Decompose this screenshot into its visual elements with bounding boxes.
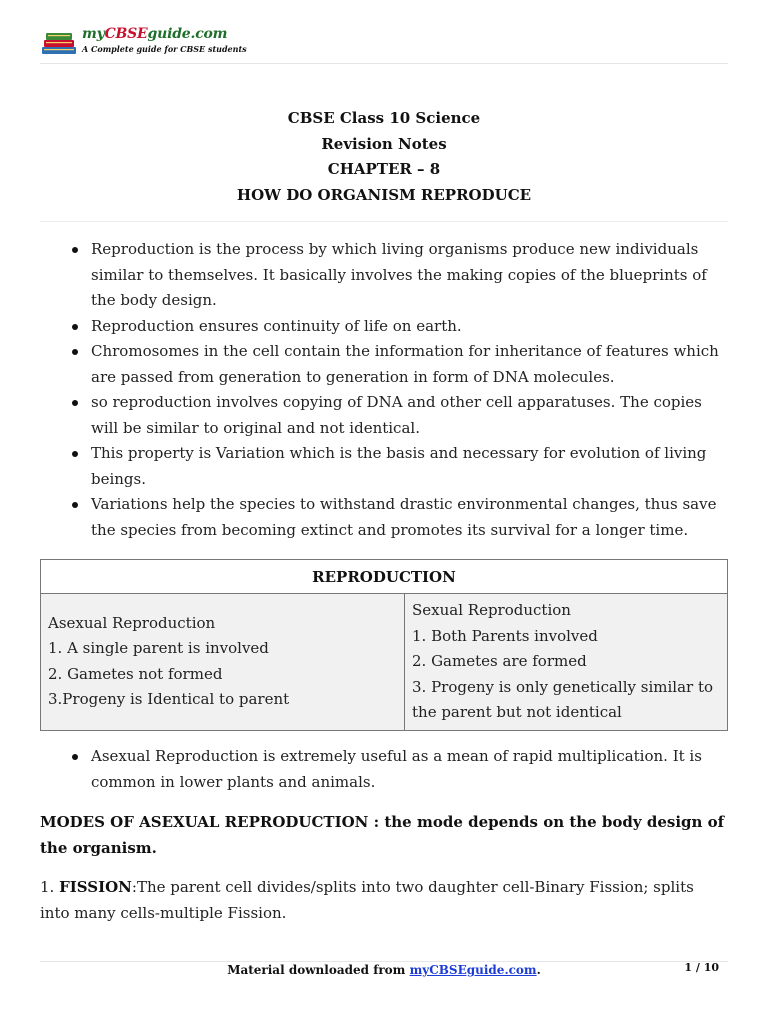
logo-tagline: A Complete guide for CBSE students (82, 44, 247, 54)
page-footer (0, 963, 768, 977)
title-line-class: CBSE Class 10 Science (287, 109, 481, 127)
logo-title-suffix: guide.com (147, 26, 228, 42)
footer-divider (40, 961, 728, 962)
logo-title (82, 26, 227, 42)
list-item: This property is Variation which is the basis and necessary for evolution of living beings. (40, 441, 728, 492)
list-item: Variations help the species to withstand drastic environmental changes, thus save the species from becoming extinct and promotes its survival for a longer time. (40, 492, 728, 543)
logo-title-brand: CBSE (104, 26, 148, 42)
table-row (41, 594, 728, 731)
asexual-bullet-list (40, 744, 728, 795)
asexual-point: 1. A single parent is involved (48, 639, 269, 658)
footer-link[interactable]: myCBSEguide.com (409, 963, 537, 977)
reproduction-table (40, 559, 728, 731)
fission-term: FISSION (59, 878, 132, 896)
sexual-cell (405, 594, 728, 731)
asexual-point: 2. Gametes not formed (48, 664, 223, 683)
fission-paragraph (40, 875, 728, 926)
asexual-point: 3.Progeny is Identical to parent (48, 690, 290, 709)
list-item: Reproduction ensures continuity of life on earth. (40, 314, 728, 340)
page-header (40, 26, 728, 64)
fission-number: 1. (40, 878, 60, 896)
title-line-chapter: CHAPTER – 8 (327, 160, 441, 178)
title-line-notes: Revision Notes (321, 134, 447, 153)
intro-bullet-list (40, 237, 728, 543)
footer-suffix: . (536, 963, 541, 977)
books-logo-icon (40, 29, 80, 57)
list-item: Asexual Reproduction is extremely useful as a mean of rapid multiplication. It is common in lower plants and animals. (40, 744, 728, 795)
modes-heading: MODES OF ASEXUAL REPRODUCTION : the mode depends on the body design of the organism. (40, 813, 725, 857)
asexual-cell (41, 594, 405, 731)
sexual-title: Sexual Reproduction (412, 601, 571, 619)
list-item: Chromosomes in the cell contain the information for inheritance of features which are passed from generation to generation in form of DNA molecules. (40, 339, 728, 390)
footer-text: Material downloaded from (227, 963, 410, 977)
logo-title-prefix: my (82, 26, 105, 42)
document-title (40, 106, 728, 208)
page-number: 1 / 10 (684, 961, 719, 974)
title-line-chapter-name: HOW DO ORGANISM REPRODUCE (236, 185, 532, 204)
fission-text: :The parent cell divides/splits into two daughter cell-Binary Fission; splits into many cells-multiple Fission. (40, 878, 694, 922)
section-divider (40, 221, 728, 222)
sexual-point: 1. Both Parents involved (412, 626, 598, 645)
table-header: REPRODUCTION (41, 560, 728, 594)
sexual-point: 3. Progeny is only genetically similar to the parent but not identical (412, 677, 714, 721)
list-item: Reproduction is the process by which living organisms produce new individuals similar to themselves. It basically involves the making copies of the blueprints of the body design. (40, 237, 728, 314)
site-logo[interactable] (40, 26, 260, 60)
list-item: so reproduction involves copying of DNA and other cell apparatuses. The copies will be similar to original and not identical. (40, 390, 728, 441)
asexual-title: Asexual Reproduction (48, 613, 216, 632)
sexual-point: 2. Gametes are formed (412, 652, 587, 670)
